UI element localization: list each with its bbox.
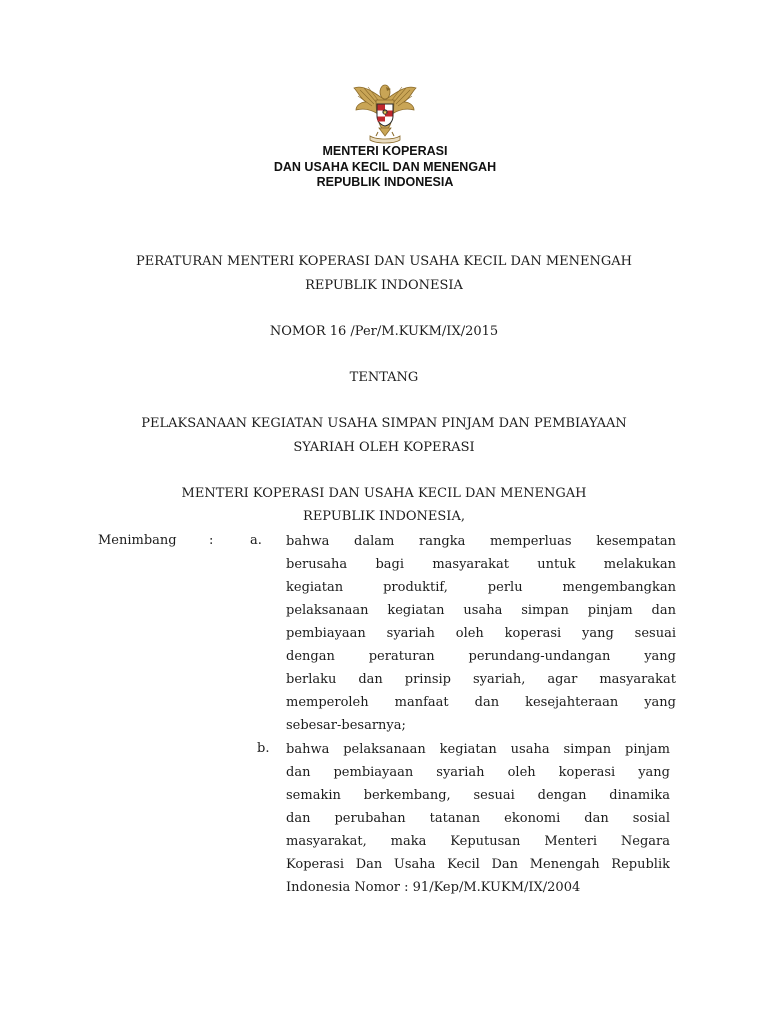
item-a-line: sebesar-besarnya; xyxy=(286,718,406,733)
about-heading: TENTANG xyxy=(349,370,419,385)
subject-line-2: SYARIAH OLEH KOPERASI xyxy=(293,440,475,455)
letterhead-line-3: REPUBLIK INDONESIA xyxy=(316,175,454,189)
item-a-line: dengan peraturan perundang-undangan yang xyxy=(286,649,676,664)
item-b-line: Koperasi Dan Usaha Kecil Dan Menengah Republik xyxy=(286,857,670,872)
item-letter-a: a. xyxy=(250,533,262,548)
regulation-title-line-1: PERATURAN MENTERI KOPERASI DAN USAHA KECIL DAN MENENGAH xyxy=(136,254,632,269)
subject-line-1: PELAKSANAAN KEGIATAN USAHA SIMPAN PINJAM DAN PEMBIAYAAN xyxy=(141,416,627,431)
letterhead-line-1: MENTERI KOPERASI xyxy=(322,144,448,158)
considering-colon: : xyxy=(209,533,214,548)
garuda-emblem-icon xyxy=(350,78,420,144)
item-a-line: pelaksanaan kegiatan usaha simpan pinjam dan xyxy=(286,603,676,618)
item-b-line: bahwa pelaksanaan kegiatan usaha simpan pinjam xyxy=(286,742,670,757)
regulation-number: NOMOR 16 /Per/M.KUKM/IX/2015 xyxy=(269,324,499,339)
item-b-line: dan pembiayaan syariah oleh koperasi yang xyxy=(286,765,670,780)
regulation-title-line-2: REPUBLIK INDONESIA xyxy=(305,278,463,293)
considering-label: Menimbang xyxy=(98,533,177,548)
letterhead xyxy=(0,144,768,191)
item-a-line: kegiatan produktif, perlu mengembangkan xyxy=(286,580,676,595)
item-b-line: dan perubahan tatanan ekonomi dan sosial xyxy=(286,811,670,826)
item-a-line: bahwa dalam rangka memperluas kesempatan xyxy=(286,534,676,549)
item-a-line: memperoleh manfaat dan kesejahteraan yang xyxy=(286,695,676,710)
item-a-line: pembiayaan syariah oleh koperasi yang sesuai xyxy=(286,626,676,641)
item-b-line: semakin berkembang, sesuai dengan dinamika xyxy=(286,788,670,803)
item-b-line: Indonesia Nomor : 91/Kep/M.KUKM/IX/2004 xyxy=(286,880,581,895)
item-a-line: berlaku dan prinsip syariah, agar masyarakat xyxy=(286,672,676,687)
item-letter-b: b. xyxy=(257,741,270,756)
letterhead-line-2: DAN USAHA KECIL DAN MENENGAH xyxy=(273,159,497,174)
item-b-line: masyarakat, maka Keputusan Menteri Negara xyxy=(286,834,670,849)
issuer-line-1: MENTERI KOPERASI DAN USAHA KECIL DAN MENENGAH xyxy=(181,486,587,501)
issuer-line-2: REPUBLIK INDONESIA, xyxy=(303,509,465,524)
item-a-line: berusaha bagi masyarakat untuk melakukan xyxy=(286,557,676,572)
